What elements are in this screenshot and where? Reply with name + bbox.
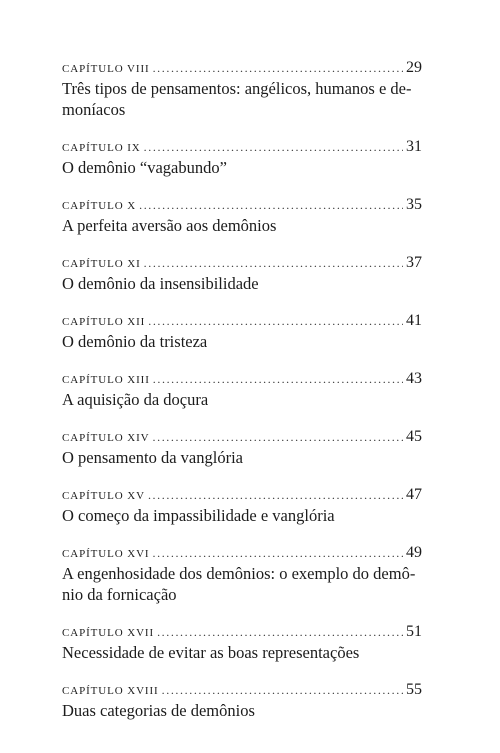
chapter-heading-line bbox=[62, 680, 422, 700]
chapter-title: O demônio da tristeza bbox=[62, 332, 208, 351]
chapter-heading-line bbox=[62, 543, 422, 563]
chapter-label: CAPÍTULO XVIII bbox=[62, 685, 159, 697]
chapter-heading-line bbox=[62, 58, 422, 78]
chapter-label: CAPÍTULO VIII bbox=[62, 63, 150, 75]
chapter-heading-line bbox=[62, 427, 422, 447]
dot-leader bbox=[148, 485, 403, 505]
page-number: 41 bbox=[406, 312, 422, 329]
page-number: 45 bbox=[406, 428, 422, 445]
chapter-heading-line bbox=[62, 311, 422, 331]
chapter-heading-line bbox=[62, 253, 422, 273]
dot-leader bbox=[144, 137, 403, 157]
page-number: 55 bbox=[406, 681, 422, 698]
dot-leader bbox=[157, 622, 403, 642]
chapter-title-line: A engenhosidade dos demônios: o exemplo do demô- bbox=[62, 564, 416, 583]
toc-entry-chapter-10 bbox=[62, 195, 422, 236]
chapter-heading-line bbox=[62, 622, 422, 642]
chapter-title: Duas categorias de demônios bbox=[62, 701, 255, 720]
chapter-heading-line bbox=[62, 485, 422, 505]
page-number: 31 bbox=[406, 138, 422, 155]
chapter-label: CAPÍTULO XIV bbox=[62, 432, 150, 444]
toc-entry-chapter-9 bbox=[62, 137, 422, 178]
toc-entry-chapter-17 bbox=[62, 622, 422, 663]
dot-leader bbox=[153, 427, 404, 447]
chapter-heading-line bbox=[62, 195, 422, 215]
toc-entry-chapter-11 bbox=[62, 253, 422, 294]
dot-leader bbox=[148, 311, 403, 331]
toc-entry-chapter-14 bbox=[62, 427, 422, 468]
toc-entry-chapter-12 bbox=[62, 311, 422, 352]
chapter-title: O começo da impassibilidade e vanglória bbox=[62, 506, 335, 525]
chapter-title: Necessidade de evitar as boas representações bbox=[62, 643, 360, 662]
dot-leader bbox=[162, 680, 403, 700]
chapter-heading-line bbox=[62, 137, 422, 157]
chapter-title bbox=[62, 78, 422, 120]
chapter-title-line: moníacos bbox=[62, 100, 126, 119]
table-of-contents bbox=[62, 58, 422, 738]
page-number: 49 bbox=[406, 544, 422, 561]
chapter-heading-line bbox=[62, 369, 422, 389]
toc-entry-chapter-18 bbox=[62, 680, 422, 721]
chapter-label: CAPÍTULO XVII bbox=[62, 627, 155, 639]
chapter-title: A perfeita aversão aos demônios bbox=[62, 216, 277, 235]
chapter-label: CAPÍTULO IX bbox=[62, 142, 141, 154]
chapter-label: CAPÍTULO XI bbox=[62, 258, 141, 270]
chapter-title-line: Três tipos de pensamentos: angélicos, humanos e de- bbox=[62, 79, 412, 98]
dot-leader bbox=[153, 369, 403, 389]
chapter-title: O demônio da insensibilidade bbox=[62, 274, 259, 293]
page-number: 47 bbox=[406, 486, 422, 503]
page-number: 29 bbox=[406, 59, 422, 76]
chapter-title-line: nio da fornicação bbox=[62, 585, 177, 604]
toc-entry-chapter-8 bbox=[62, 58, 422, 120]
page-number: 35 bbox=[406, 196, 422, 213]
toc-entry-chapter-16 bbox=[62, 543, 422, 605]
dot-leader bbox=[153, 58, 403, 78]
toc-entry-chapter-15 bbox=[62, 485, 422, 526]
chapter-label: CAPÍTULO XVI bbox=[62, 548, 150, 560]
chapter-label: CAPÍTULO XV bbox=[62, 490, 145, 502]
chapter-title: O pensamento da vanglória bbox=[62, 448, 243, 467]
chapter-title: O demônio “vagabundo” bbox=[62, 158, 227, 177]
chapter-label: CAPÍTULO X bbox=[62, 200, 137, 212]
chapter-title bbox=[62, 563, 422, 605]
dot-leader bbox=[153, 543, 404, 563]
chapter-label: CAPÍTULO XIII bbox=[62, 374, 150, 386]
page-number: 43 bbox=[406, 370, 422, 387]
dot-leader bbox=[139, 195, 403, 215]
chapter-title: A aquisição da doçura bbox=[62, 390, 209, 409]
page-number: 51 bbox=[406, 623, 422, 640]
page-number: 37 bbox=[406, 254, 422, 271]
chapter-label: CAPÍTULO XII bbox=[62, 316, 146, 328]
dot-leader bbox=[144, 253, 403, 273]
toc-entry-chapter-13 bbox=[62, 369, 422, 410]
